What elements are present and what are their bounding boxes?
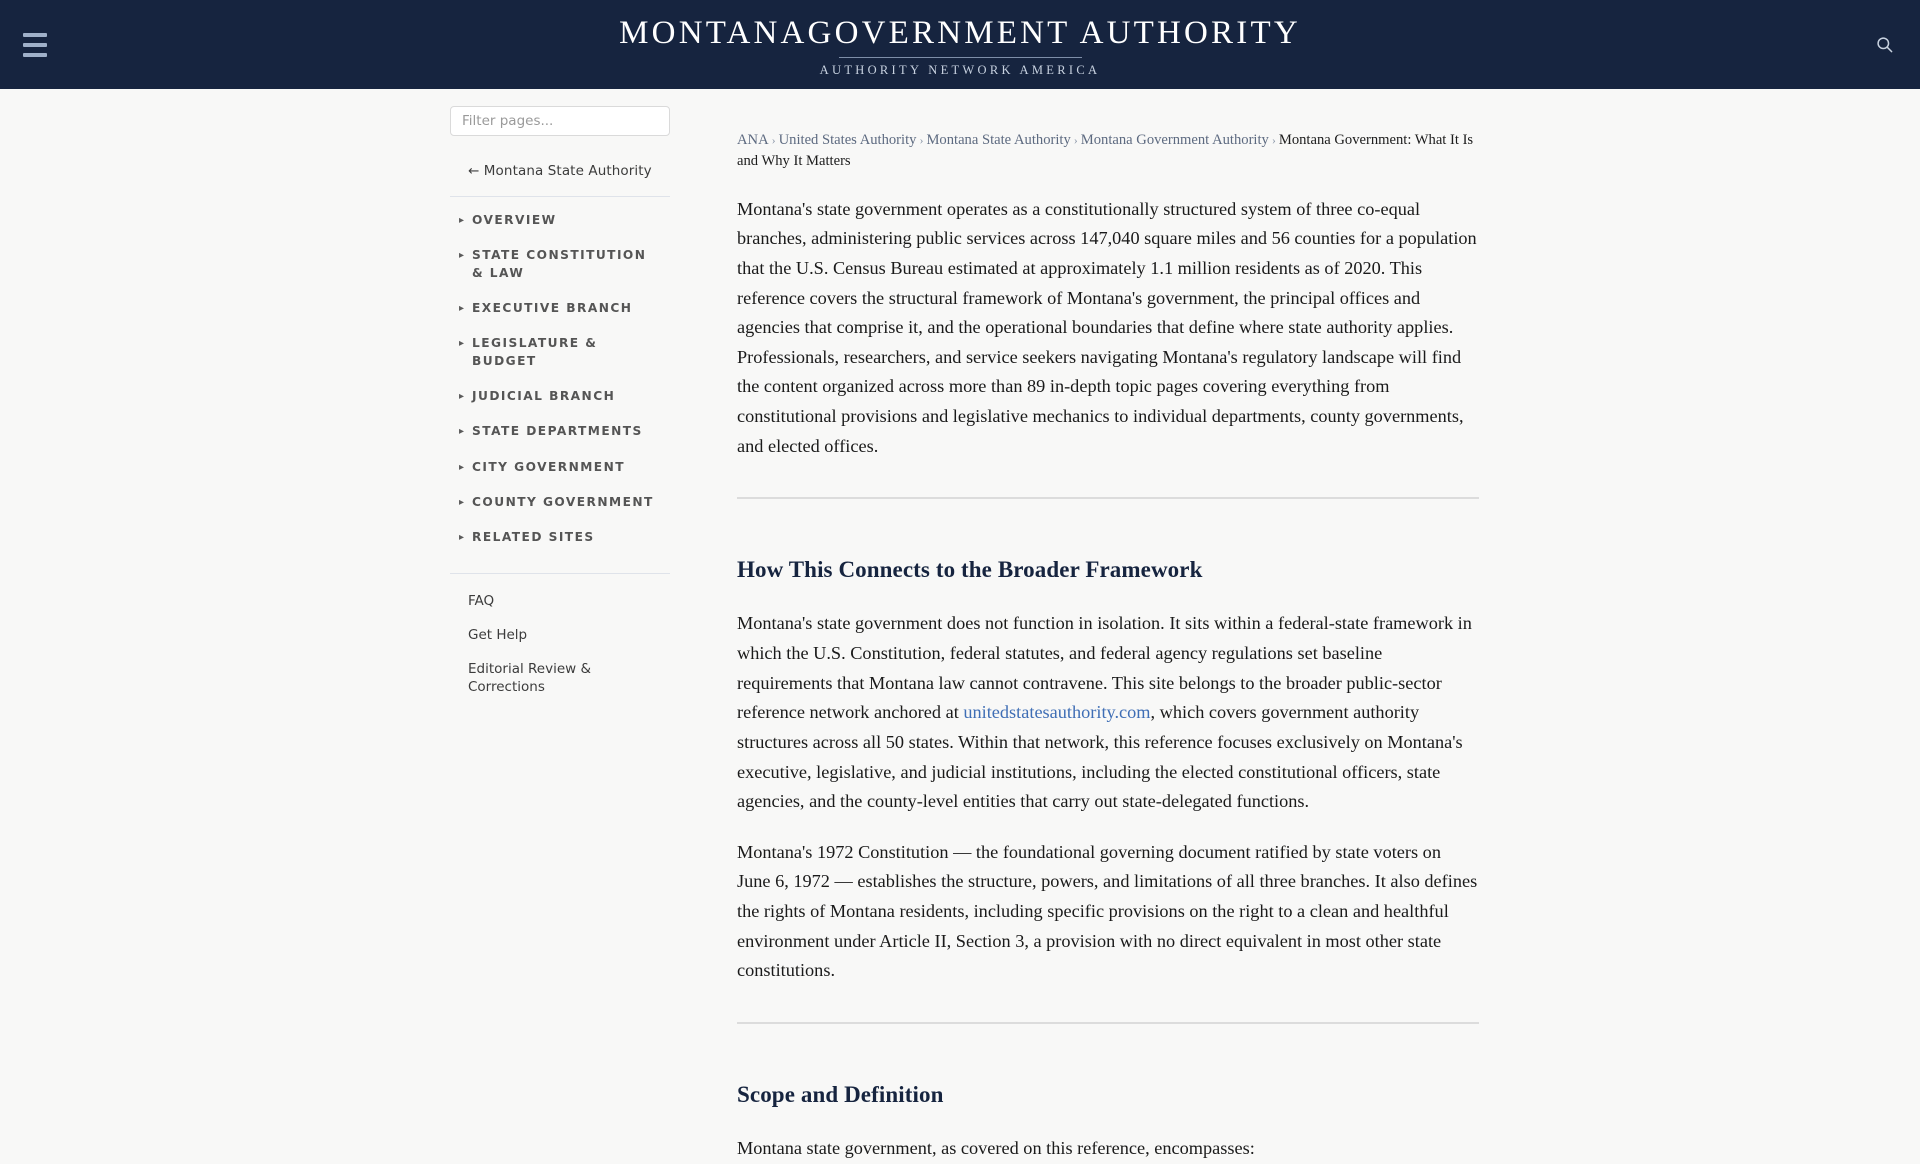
caret-right-icon: ▸ (459, 390, 465, 402)
section-divider (737, 498, 1479, 499)
caret-right-icon: ▸ (459, 250, 465, 262)
sidebar-item-executive-branch[interactable] (450, 291, 660, 326)
site-title: MONTANAGOVERNMENT AUTHORITY (619, 14, 1301, 51)
hamburger-bar-2 (23, 43, 47, 47)
sidebar-item-label: LEGISLATURE & BUDGET (472, 336, 598, 368)
main-content (737, 106, 1479, 1164)
sidebar-footer-links (450, 574, 680, 705)
title-divider (839, 57, 1082, 58)
framework-paragraph-2: Montana's 1972 Constitution — the foundational governing document ratified by state voters on June 6, 1972 — establishes the structure, powers, and limitations of all three branches. It also defines the rights of Montana residents, including specific provisions on the right to a clean and healthful environment under Article II, Section 3, a provision with no direct equivalent in most other state constitutions. (737, 841, 1478, 981)
sidebar-item-label: JUDICIAL BRANCH (472, 388, 616, 403)
intro-paragraph: Montana's state government operates as a constitutionally structured system of three co-equal branches, administering public services across 147,040 square miles and 56 counties for a population that the U.S. Census Bureau estimated at approximately 1.1 million residents as of 2020. This reference covers the structural framework of Montana's government, the principal offices and agencies that comprise it, and the operational boundaries that define where state authority applies. Professionals, researchers, and service seekers navigating Montana's regulatory landscape will find the content organized across more than 89 in-depth topic pages covering everything from constitutional provisions and legislative mechanics to individual departments, county governments, and elected offices. (737, 198, 1477, 456)
caret-right-icon: ▸ (459, 426, 465, 438)
footer-link-item (468, 618, 680, 652)
paragraph-text-after-link: , which covers government authority structures across all 50 states. Within that network, this reference focuses exclusively on Montana's executive, legislative, and judicial institutions, including the elected constitutional officers, state agencies, and the county-level entities that carry out state-delegated functions. (737, 702, 1463, 812)
footer-link-item (468, 584, 680, 618)
sidebar-link-get-help[interactable]: Get Help (468, 626, 528, 643)
sidebar-link-faq[interactable]: FAQ (468, 592, 495, 609)
section-broader-framework (737, 535, 1479, 986)
breadcrumb-item-current: Montana Government: What It Is and Why It Matters (737, 132, 1474, 170)
sidebar-item-label: RELATED SITES (472, 530, 595, 545)
unitedstatesauthority-link[interactable]: unitedstatesauthority.com (963, 702, 1151, 723)
sidebar-item-overview[interactable] (450, 203, 660, 238)
search-icon[interactable] (1866, 27, 1902, 63)
breadcrumb-separator: › (1271, 133, 1276, 147)
sidebar-link-editorial-review[interactable]: Editorial Review & Corrections (468, 661, 592, 696)
page-body (0, 89, 1920, 1164)
caret-right-icon: ▸ (459, 215, 465, 226)
caret-right-icon: ▸ (459, 338, 465, 350)
filter-pages-input[interactable] (450, 106, 670, 136)
breadcrumb-separator: › (771, 133, 776, 147)
sidebar-item-state-departments[interactable] (450, 414, 660, 449)
breadcrumb-separator: › (1073, 133, 1078, 147)
breadcrumb-separator: › (919, 133, 924, 147)
caret-right-icon: ▸ (459, 461, 465, 473)
section-heading: Scope and Definition (737, 1082, 944, 1108)
hamburger-bar-1 (23, 33, 47, 37)
sidebar-item-label: EXECUTIVE BRANCH (472, 300, 633, 315)
caret-right-icon: ▸ (459, 496, 465, 508)
site-subtitle: AUTHORITY NETWORK AMERICA (819, 62, 1101, 77)
sidebar-item-state-constitution-law[interactable] (450, 238, 660, 291)
header-title-group (619, 13, 1301, 76)
framework-paragraph-1 (737, 609, 1479, 816)
hamburger-icon[interactable] (14, 24, 56, 66)
hamburger-bar-3 (23, 53, 47, 57)
paragraph-text-before-link: Montana's state government does not function in isolation. It sits within a federal-state framework in which the U.S. Constitution, federal statutes, and federal agency regulations set baseline requirements that Montana law cannot contravene. This site belongs to the broader public-sector reference network anchored at (737, 613, 1472, 723)
sidebar-item-label: CITY GOVERNMENT (472, 459, 625, 474)
breadcrumb-item-ana[interactable]: ANA (737, 132, 769, 148)
sidebar-item-label: COUNTY GOVERNMENT (472, 494, 654, 509)
sidebar-item-legislature-budget[interactable] (450, 326, 660, 379)
sidebar-item-city-government[interactable] (450, 450, 660, 485)
section-divider (737, 1023, 1479, 1024)
caret-right-icon: ▸ (459, 532, 465, 544)
sidebar-item-label: OVERVIEW (472, 213, 557, 227)
back-to-parent-link[interactable]: ← Montana State Authority (468, 163, 652, 179)
caret-right-icon: ▸ (459, 302, 465, 314)
breadcrumb-item-montana-government-authority[interactable]: Montana Government Authority (1080, 132, 1269, 148)
sidebar-item-label: STATE CONSTITUTION & LAW (472, 248, 647, 280)
section-heading: How This Connects to the Broader Framework (737, 557, 1203, 583)
breadcrumb (737, 130, 1479, 173)
site-header (0, 0, 1920, 89)
sidebar (450, 106, 680, 704)
scope-paragraph-1: Montana state government, as covered on this reference, encompasses: (737, 1138, 1255, 1159)
sidebar-item-judicial-branch[interactable] (450, 379, 660, 414)
sidebar-item-label: STATE DEPARTMENTS (472, 424, 643, 439)
breadcrumb-item-united-states-authority[interactable]: United States Authority (778, 132, 917, 148)
sidebar-nav-list (450, 197, 680, 556)
section-scope-definition (737, 1060, 1479, 1164)
sidebar-item-related-sites[interactable] (450, 520, 660, 555)
sidebar-item-county-government[interactable] (450, 485, 660, 520)
breadcrumb-item-montana-state-authority[interactable]: Montana State Authority (926, 132, 1071, 148)
footer-link-item (468, 652, 680, 704)
